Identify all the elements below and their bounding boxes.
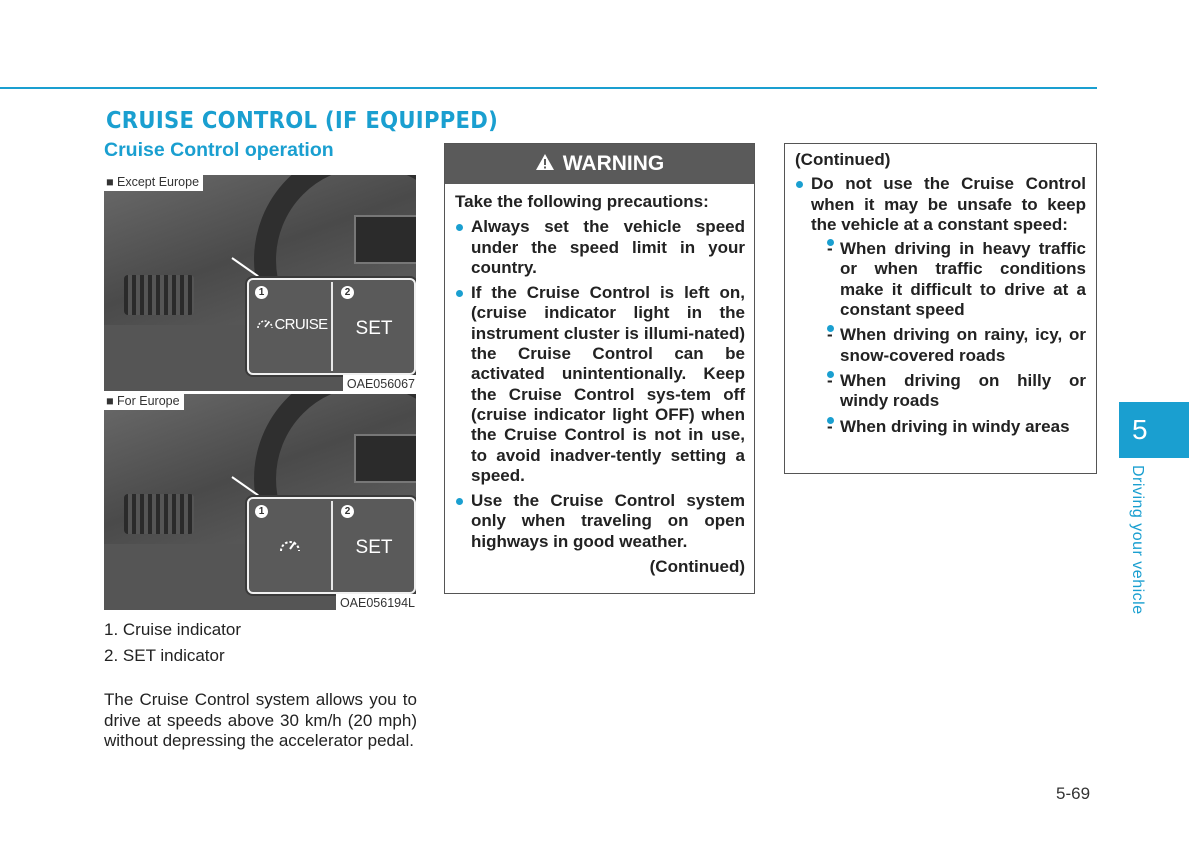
center-screen-illustration: [354, 434, 416, 483]
air-vent-illustration: [124, 275, 194, 315]
figure-tag: ■ For Europe: [104, 394, 184, 410]
warning-box: [444, 143, 755, 594]
center-screen-illustration: [354, 215, 416, 264]
warning-lead: Take the following precautions:: [455, 192, 709, 211]
badge-2: 2: [341, 505, 354, 518]
warning-bullet: Always set the vehicle speed under the speed limit in your country.: [455, 217, 745, 278]
speedometer-icon: [277, 533, 303, 557]
legend-item-2: 2. SET indicator: [104, 646, 225, 665]
badge-1: 1: [255, 286, 268, 299]
warning-header: [445, 144, 754, 184]
figure-code: OAE056067: [343, 375, 416, 391]
figure-for-europe: [104, 394, 416, 610]
panel-divider: [331, 501, 333, 590]
page-number: 5-69: [1056, 784, 1091, 803]
warning-body: [445, 184, 754, 577]
figure-except-europe: [104, 175, 416, 391]
figure-tag: ■ Except Europe: [104, 175, 203, 191]
continued-bullets: [795, 174, 1086, 437]
badge-2: 2: [341, 286, 354, 299]
condition-list: [811, 239, 1086, 437]
warning-title: WARNING: [562, 152, 665, 175]
warning-bullets: [455, 217, 745, 552]
condition-item: - When driving in windy areas: [827, 417, 1086, 437]
section-title: CRUISE CONTROL (IF EQUIPPED): [106, 108, 499, 134]
intro-paragraph: The Cruise Control system allows you to drive at speeds above 30 km/h (20 mph) without depressing the accelerator pedal.: [104, 690, 417, 750]
indicator-panel: [247, 278, 416, 375]
set-label: SET: [355, 537, 393, 558]
air-vent-illustration: [124, 494, 194, 534]
condition-item: - When driving in heavy traffic or when traffic conditions make it difficult to drive at a constant speed: [827, 239, 1086, 320]
warning-triangle-icon: [535, 153, 555, 176]
continued-label: (Continued): [649, 557, 745, 577]
cruise-label: CRUISE: [274, 316, 328, 333]
chapter-name: Driving your vehicle: [1129, 465, 1146, 615]
subsection-title: Cruise Control operation: [104, 139, 334, 161]
warning-bullet: Use the Cruise Control system only when traveling on open highways in good weather.: [455, 491, 745, 552]
indicator-panel: [247, 497, 416, 594]
continued-bullet: [795, 174, 1086, 437]
figure-code: OAE056194L: [336, 594, 416, 610]
condition-item: - When driving on hilly or windy roads: [827, 371, 1086, 412]
panel-divider: [331, 282, 333, 371]
badge-1: 1: [255, 505, 268, 518]
continued-head: (Continued): [795, 150, 891, 169]
warning-bullet: If the Cruise Control is left on, (cruise indicator light in the instrument cluster is illumi-nated) the Cruise Control can be activated unintentionally. Keep the Cruise Control sys-tem off (cruise indicator light OFF) when the Cruise Control is not in use, to avoid inadver-tently setting a speed.: [455, 283, 745, 486]
chapter-number-tab: 5: [1119, 402, 1189, 458]
condition-item: - When driving on rainy, icy, or snow-covered roads: [827, 325, 1086, 366]
set-label: SET: [355, 318, 393, 339]
legend-item-1: 1. Cruise indicator: [104, 620, 242, 639]
continued-bullet-text: Do not use the Cruise Control when it may be unsafe to keep the vehicle at a constant speed:: [811, 174, 1086, 234]
header-rule: [0, 87, 1097, 89]
continued-box: [784, 143, 1097, 474]
